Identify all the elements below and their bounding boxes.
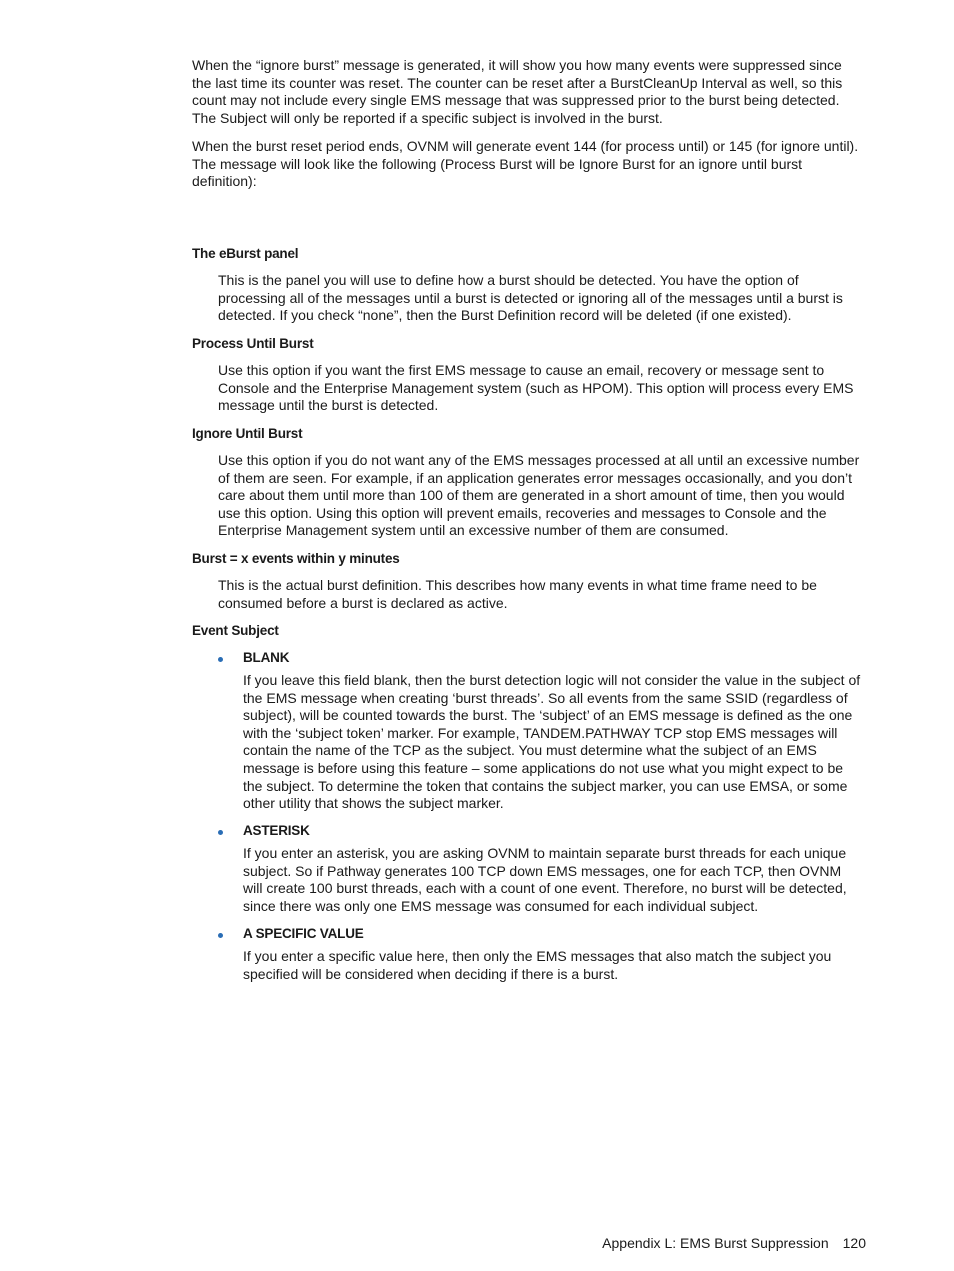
bullet-asterisk-title: ASTERISK bbox=[243, 823, 310, 838]
bullet-icon bbox=[218, 830, 223, 835]
eburst-panel-heading: The eBurst panel bbox=[192, 246, 299, 261]
page-number: 120 bbox=[842, 1235, 866, 1251]
bullet-icon bbox=[218, 933, 223, 938]
bullet-specific-value-title: A SPECIFIC VALUE bbox=[243, 926, 364, 941]
ignore-until-heading: Ignore Until Burst bbox=[192, 426, 303, 441]
event-subject-heading: Event Subject bbox=[192, 623, 279, 638]
ignore-until-body: Use this option if you do not want any of the EMS messages processed at all until an excessive number of them are seen. For example, if an application generates error messages occasionally, and you don’t care about them until more than 100 of them are generated in a short amount of time, then you would use this option. Using this option will prevent emails, recoveries and messages to Console and the Enterprise Management system until an excessive number of them are consumed. bbox=[218, 452, 860, 539]
bullet-blank-title: BLANK bbox=[243, 650, 290, 665]
bullet-asterisk-body: If you enter an asterisk, you are asking OVNM to maintain separate burst threads for each unique subject. So if Pathway generates 100 TCP down EMS messages, one for each TCP, then OVNM will create 100 burst threads, each with a count of one event. Therefore, no burst will be detected, since there was only one EMS message was consumed for each individual subject. bbox=[243, 845, 847, 914]
burst-definition-heading: Burst = x events within y minutes bbox=[192, 551, 400, 566]
bullet-icon bbox=[218, 657, 223, 662]
bullet-specific-value-body: If you enter a specific value here, then only the EMS messages that also match the subject you specified will be considered when deciding if there is a burst. bbox=[243, 948, 832, 982]
bullet-blank-body: If you leave this field blank, then the burst detection logic will not consider the value in the subject of the EMS message when creating ‘burst threads’. So all events from the same SSID (regardless of subject), will be counted towards the burst. The ‘subject’ of an EMS message is defined as the one with the ‘subject token’ marker. For example, TANDEM.PATHWAY TCP stop EMS messages will contain the name of the TCP as the subject. You must determine what the subject of an EMS message is before using this feature – some applications do not use what you might expect to be the subject. To determine the token that contains the subject marker, you can use EMSA, or some other utility that shows the subject marker. bbox=[243, 672, 861, 812]
eburst-panel-body: This is the panel you will use to define how a burst should be detected. You have the option of processing all of the messages until a burst is detected or ignoring all of the messages until a burst is detected. If you check “none”, then the Burst Definition record will be deleted (if one existed). bbox=[218, 272, 843, 324]
process-until-heading: Process Until Burst bbox=[192, 336, 314, 351]
page-footer bbox=[602, 1235, 866, 1252]
intro-paragraph-1: When the “ignore burst” message is generated, it will show you how many events were suppressed since the last time its counter was reset. The counter can be reset after a BurstCleanUp Interval as well, so this count may not include every single EMS message that was suppressed prior to the burst being detected. The Subject will only be reported if a specific subject is involved in the burst. bbox=[192, 57, 843, 126]
footer-title: Appendix L: EMS Burst Suppression bbox=[602, 1235, 829, 1251]
intro-paragraph-2: When the burst reset period ends, OVNM will generate event 144 (for process until) or 145 (for ignore until). The message will look like the following (Process Burst will be Ignore Burst for an ignore until burst definition): bbox=[192, 138, 859, 190]
burst-definition-body: This is the actual burst definition. This describes how many events in what time frame need to be consumed before a burst is declared as active. bbox=[218, 577, 817, 611]
process-until-body: Use this option if you want the first EMS message to cause an email, recovery or message sent to Console and the Enterprise Management system (such as HPOM). This option will process every EMS message until the burst is detected. bbox=[218, 362, 854, 414]
